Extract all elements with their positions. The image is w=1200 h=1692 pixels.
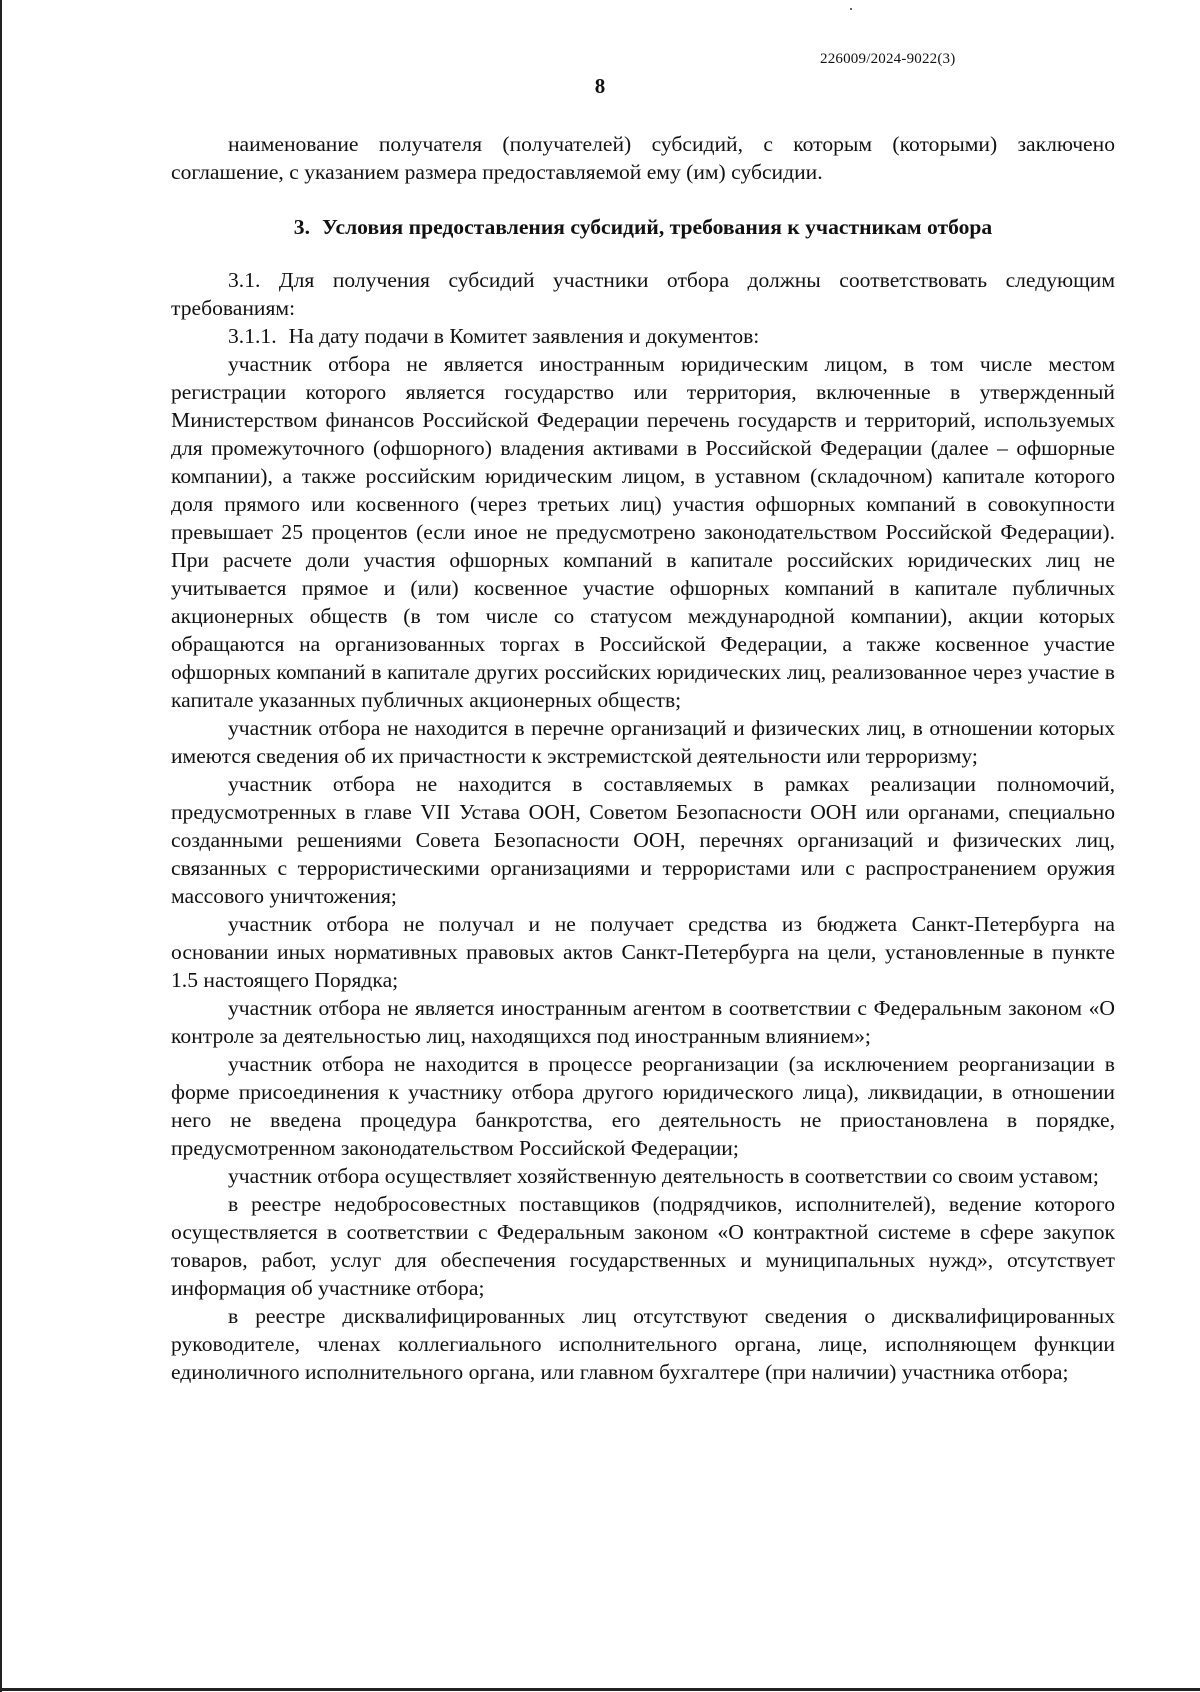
section-heading-title: Условия предоставления субсидий, требования к участникам отбора — [321, 215, 993, 239]
requirement-paragraph: участник отбора не является иностранным агентом в соответствии с Федеральным законом «О контроле за деятельностью лиц, находящихся под иностранным влиянием»; — [171, 996, 1115, 1048]
requirement-paragraph: участник отбора не находится в составляемых в рамках реализации полномочий, предусмотренных в главе VII Устава ООН, Советом Безопасности ООН или органами, специально созданными решениями Совета Безопасности ООН, перечнях организаций и физических лиц, связанных с террористическими организациями и террористами или с распространением оружия массового уничтожения; — [171, 772, 1115, 908]
paragraph-3-1-1 — [171, 322, 1115, 350]
paragraph-3-1-1-text: На дату подачи в Комитет заявления и документов: — [288, 324, 760, 348]
document-body — [171, 130, 1115, 1386]
requirement-paragraph: участник отбора не является иностранным юридическим лицом, в том числе местом регистрации которого является государство или территория, включенные в утвержденный Министерством финансов Российской Федерации перечень государств и территорий, используемых для промежуточного (офшорного) владения активами в Российской Федерации (далее – офшорные компании), а также российским юридическим лицом, в уставном (складочном) капитале которого доля прямого или косвенного (через третьих лиц) участия офшорных компаний в совокупности превышает 25 процентов (если иное не предусмотрено законодательством Российской Федерации). При расчете доли участия офшорных компаний в капитале российских юридических лиц не учитывается прямое и (или) косвенное участие офшорных компаний в капитале публичных акционерных обществ (в том числе со статусом международной компании), акции которых обращаются на организованных торгах в Российской Федерации, а также косвенное участие офшорных компаний в капитале других российских юридических лиц, реализованное через участие в капитале указанных публичных акционерных обществ; — [171, 352, 1115, 712]
requirement-paragraph: участник отбора не находится в процессе реорганизации (за исключением реорганизации в форме присоединения к участнику отбора другого юридического лица), ликвидации, в отношении него не введена процедура банкротства, его деятельность не приостановлена в порядке, предусмотренном законодательством Российской Федерации; — [171, 1052, 1115, 1160]
requirement-paragraph: участник отбора не получал и не получает средства из бюджета Санкт-Петербурга на основании иных нормативных правовых актов Санкт-Петербурга на цели, установленные в пункте 1.5 настоящего Порядка; — [171, 912, 1115, 992]
intro-paragraph: наименование получателя (получателей) субсидий, с которым (которыми) заключено соглашение, с указанием размера предоставляемой ему (им) субсидии. — [171, 132, 1115, 184]
scan-left-edge — [0, 0, 2, 1692]
page-number: 8 — [594, 74, 606, 98]
document-number: 226009/2024-9022(3) — [820, 51, 956, 67]
section-heading-number: 3. — [293, 215, 310, 239]
section-heading — [171, 213, 1115, 241]
requirement-paragraph: в реестре дисквалифицированных лиц отсутствуют сведения о дисквалифицированных руководителе, членах коллегиального исполнительного органа, лице, исполняющем функции единоличного исполнительного органа, или главном бухгалтере (при наличии) участника отбора; — [171, 1304, 1115, 1384]
paragraph-3-1: 3.1. Для получения субсидий участники отбора должны соответствовать следующим требованиям: — [171, 268, 1115, 320]
requirement-paragraph: участник отбора осуществляет хозяйственную деятельность в соответствии со своим уставом; — [228, 1164, 1099, 1188]
paragraph-3-1-1-number: 3.1.1. — [228, 324, 277, 348]
requirement-paragraph: в реестре недобросовестных поставщиков (подрядчиков, исполнителей), ведение которого осуществляется в соответствии с Федеральным законом «О контрактной системе в сфере закупок товаров, работ, услуг для обеспечения государственных и муниципальных нужд», отсутствует информация об участнике отбора; — [171, 1192, 1115, 1300]
requirement-paragraph: участник отбора не находится в перечне организаций и физических лиц, в отношении которых имеются сведения об их причастности к экстремистской деятельности или терроризму; — [171, 716, 1115, 768]
scan-bottom-edge — [0, 1688, 1200, 1691]
scan-speck — [850, 8, 852, 10]
